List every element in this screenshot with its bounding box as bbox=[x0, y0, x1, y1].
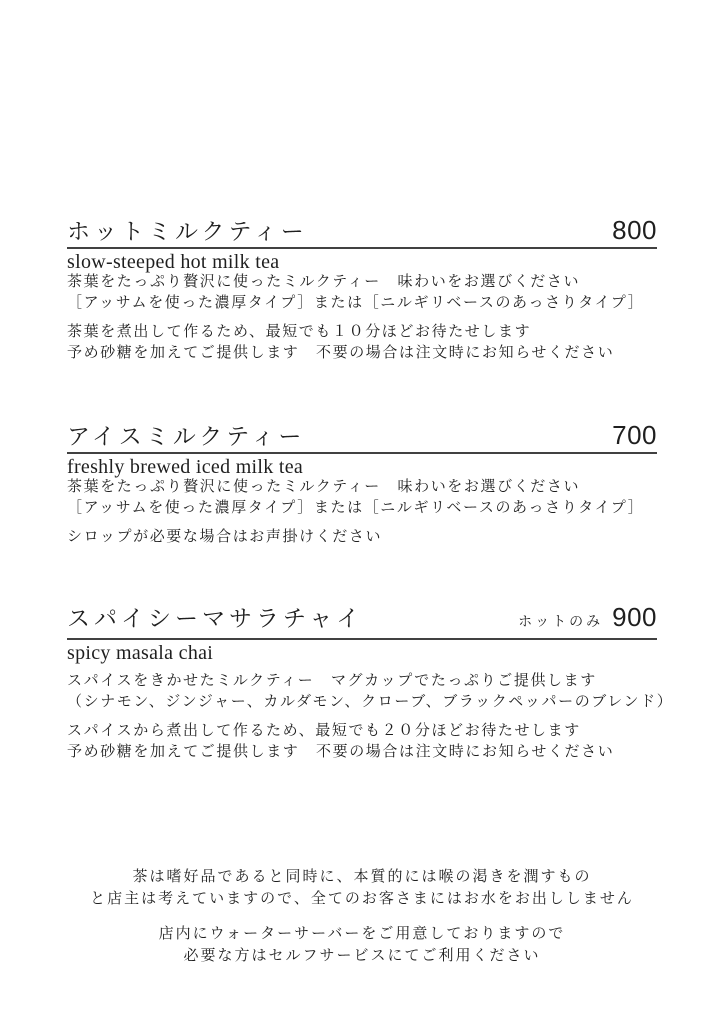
description-line: スパイスをきかせたミルクティー マグカップでたっぷりご提供します bbox=[67, 673, 597, 689]
footer-paragraph-water-policy bbox=[67, 866, 657, 910]
item-description bbox=[67, 272, 657, 314]
description-line: 茶葉をたっぷり贅沢に使ったミルクティー 味わいをお選びください bbox=[67, 274, 581, 290]
note-line: 予め砂糖を加えてご提供します 不要の場合は注文時にお知らせください bbox=[67, 345, 615, 361]
description-line: （シナモン、ジンジャー、カルダモン、クローブ、ブラックペッパーのブレンド） bbox=[67, 694, 674, 710]
item-description bbox=[67, 477, 657, 519]
item-name-en: slow-steeped hot milk tea bbox=[67, 251, 280, 273]
note-line: 茶葉を煮出して作るため、最短でも１０分ほどお待たせします bbox=[67, 324, 532, 340]
price-group bbox=[612, 215, 657, 245]
menu-item-spicy-masala-chai bbox=[67, 602, 674, 763]
item-header bbox=[67, 420, 657, 454]
item-notes bbox=[67, 322, 657, 364]
menu-item-iced-milk-tea bbox=[67, 420, 657, 548]
price-group bbox=[518, 602, 657, 635]
item-price: 700 bbox=[612, 420, 657, 450]
price-group bbox=[612, 420, 657, 450]
item-price: 800 bbox=[612, 215, 657, 245]
item-name-jp: アイスミルクティー bbox=[67, 424, 306, 449]
item-name-en: freshly brewed iced milk tea bbox=[67, 456, 304, 478]
item-notes bbox=[67, 721, 657, 763]
footer-notice bbox=[67, 866, 657, 967]
item-price: 900 bbox=[612, 602, 657, 632]
description-line: 茶葉をたっぷり贅沢に使ったミルクティー 味わいをお選びください bbox=[67, 479, 581, 495]
note-line: 予め砂糖を加えてご提供します 不要の場合は注文時にお知らせください bbox=[67, 744, 615, 760]
item-header bbox=[67, 215, 657, 249]
description-line: ［アッサムを使った濃厚タイプ］または［ニルギリベースのあっさりタイプ］ bbox=[67, 500, 645, 516]
price-note-hot-only: ホットのみ bbox=[518, 615, 604, 630]
description-line: ［アッサムを使った濃厚タイプ］または［ニルギリベースのあっさりタイプ］ bbox=[67, 295, 645, 311]
menu-content bbox=[67, 0, 674, 967]
note-line: スパイスから煮出して作るため、最短でも２０分ほどお待たせします bbox=[67, 723, 581, 739]
item-header bbox=[67, 602, 657, 640]
menu-item-hot-milk-tea bbox=[67, 215, 657, 364]
item-name-en: spicy masala chai bbox=[67, 642, 214, 664]
footer-line: と店主は考えていますので、全てのお客さまにはお水をお出ししません bbox=[90, 891, 634, 907]
footer-line: 必要な方はセルフサービスにてご利用ください bbox=[183, 948, 541, 964]
footer-line: 店内にウォーターサーバーをご用意しておりますので bbox=[158, 926, 566, 942]
footer-line: 茶は嗜好品であると同時に、本質的には喉の渇きを潤すもの bbox=[132, 869, 592, 885]
note-line: シロップが必要な場合はお声掛けください bbox=[67, 529, 383, 545]
item-description bbox=[67, 671, 674, 713]
item-notes bbox=[67, 527, 657, 548]
item-name-jp: ホットミルクティー bbox=[67, 219, 308, 244]
footer-paragraph-water-server bbox=[67, 923, 657, 967]
item-name-jp: スパイシーマサラチャイ bbox=[67, 606, 364, 631]
